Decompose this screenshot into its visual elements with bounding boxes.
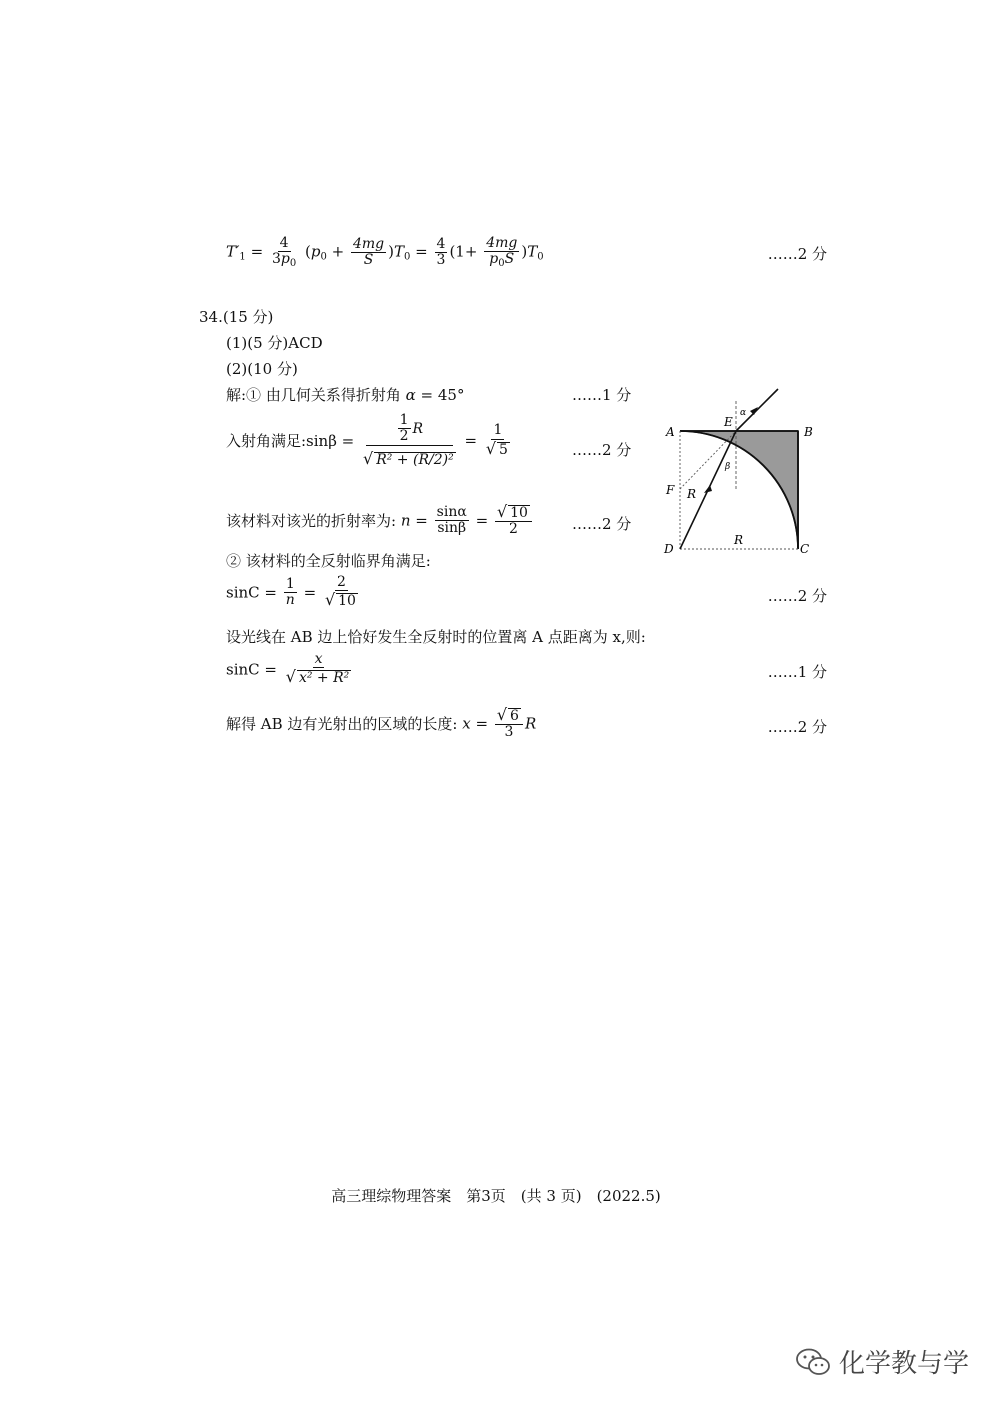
eq-sign: = [250,242,264,261]
half-fraction [398,413,411,445]
den-b: p [280,251,290,268]
frac-den: sinβ [437,519,467,536]
label-e: E [724,415,733,429]
x-symbol: x [462,714,471,733]
frac-den [487,252,516,269]
frac-num: x [314,651,323,667]
t0-symbol: T [527,242,538,261]
line1-text: 解:① 由几何关系得折射角 [226,386,401,404]
t0-symbol: T [393,242,404,261]
frac-den: √ 10 [324,590,356,610]
paren-open-one-plus: (1+ [449,242,478,261]
frac-num: 4mg [352,235,385,252]
line3-text: 该材料对该光的折射率为: [226,511,397,530]
t0-sub: 0 [404,251,411,263]
label-r-bottom: R [734,533,744,547]
frac-den: 2 [508,521,518,538]
eq-sign: = [415,242,428,261]
frac-den: n [285,591,295,608]
frac-num: 1 [493,422,503,439]
eq-sign: = [415,511,428,530]
eq-sign: = [464,431,478,450]
shaded-region [680,431,798,549]
frac-num: 4mg [486,235,518,251]
x-over-root-fraction [284,652,354,687]
sinC-lhs: sinC = [226,583,277,602]
score-line-3: ……2 分 [572,515,632,533]
solution-line-2 [226,413,514,468]
t0-sub: 0 [537,251,544,263]
score-line-2: ……2 分 [572,441,632,459]
fraction-4mg-S [351,237,386,269]
frac-den: 3 [436,252,446,269]
sqrt-10: 10 [338,593,356,610]
label-a: A [666,425,675,439]
eq-sign: = [475,511,489,530]
label-c: C [800,542,810,556]
den-sub: 0 [498,258,505,270]
solution-line-5 [226,575,362,610]
plus-sign: + [331,242,345,261]
paren-open: ( [304,242,311,261]
solution-line-8 [226,706,536,741]
eq-sign: = [303,583,317,602]
one-over-root5 [484,423,512,458]
paren-close: ) [521,242,528,261]
den-S: S [504,251,515,268]
fraction-4mg-p0S [484,236,519,269]
frac-num: 4 [436,235,446,252]
root6-over-3 [495,706,523,741]
sqrt-expression: x² + R² [298,670,350,687]
n-symbol: n [400,511,411,530]
sqrt-expression: R² + (R/2)² [376,451,454,468]
paren-close: ) [388,242,394,261]
frac-den [270,252,298,269]
frac-den: 3 [504,724,514,741]
one-over-n [284,577,297,609]
solution-line-1 [226,384,464,405]
frac-den: S [363,252,374,269]
R-symbol: R [524,714,537,733]
den-p: p [489,251,499,268]
fraction-4-3 [435,237,448,269]
frac-den: √ x² + R² [285,667,350,687]
label-alpha: α [740,408,747,418]
score-line-5: ……2 分 [767,587,827,605]
score-formula-t1: ……2 分 [767,245,827,263]
half-num: 1 [399,412,409,428]
score-line-8: ……2 分 [767,718,827,736]
watermark [795,1343,969,1380]
sqrt-6: 6 [510,708,519,724]
sqrt-5: 5 [499,441,508,458]
sinC-lhs: sinC = [226,660,277,679]
den-sub: 0 [289,258,297,270]
formula-t1 [226,236,544,269]
p0-symbol: p [310,242,321,261]
frac-den: √ 5 [485,438,508,458]
frac-num: 2 [336,574,346,590]
question-34-header: 34.(15 分) [199,308,274,326]
label-r-ray: R [687,487,697,501]
t1-symbol: T′ [226,242,240,261]
alpha-symbol: α [405,386,416,404]
line2-text: 入射角满足:sinβ = [226,432,355,451]
page-footer: 高三理综物理答案 第3页 (共 3 页) (2022.5) [331,1187,661,1205]
fraction-4-3p0 [270,236,298,269]
part-1-answer: (1)(5 分)ACD [226,334,323,352]
solution-line-4: ② 该材料的全反射临界角满足: [226,552,431,570]
solution-line-3 [226,503,534,538]
label-beta: β [725,462,731,472]
frac-num: sinα [436,503,467,520]
watermark-text: 化学教与学 [839,1349,970,1379]
R-symbol: R [412,420,424,437]
half-den: 2 [399,428,409,445]
sqrt-10: 10 [510,505,528,521]
label-b: B [804,425,813,439]
den-a: 3 [271,251,281,268]
arrow-in-icon [704,485,712,493]
sin-beta-fraction [361,413,458,468]
frac-num: √ 6 [495,706,523,725]
line8-text: 解得 AB 边有光射出的区域的长度: [226,714,458,733]
score-line-7: ……1 分 [767,663,827,681]
wechat-icon [795,1347,831,1377]
t1-subscript: 1 [239,251,246,263]
part-2-header: (2)(10 分) [226,360,298,378]
frac-den: √ R² + (R/2)² [363,448,454,468]
line1-value: = 45° [420,386,465,404]
solution-line-7 [226,652,355,687]
root10-over-2 [495,503,532,538]
solution-line-6: 设光线在 AB 边上恰好发生全反射时的位置离 A 点距离为 x,则: [226,628,646,646]
frac-num: 1 [285,575,295,592]
label-f: F [666,483,675,497]
dashed-fe [680,431,736,489]
optics-diagram [660,385,830,560]
frac-num: √ 10 [495,503,532,522]
frac-num [366,413,453,446]
eq-sign: = [475,714,489,733]
label-d: D [664,542,674,556]
frac-num: 4 [279,235,289,251]
sin-ratio-fraction [435,505,469,537]
two-over-root10 [323,575,360,610]
p0-sub: 0 [320,251,327,263]
score-line-1: ……1 分 [572,386,632,404]
